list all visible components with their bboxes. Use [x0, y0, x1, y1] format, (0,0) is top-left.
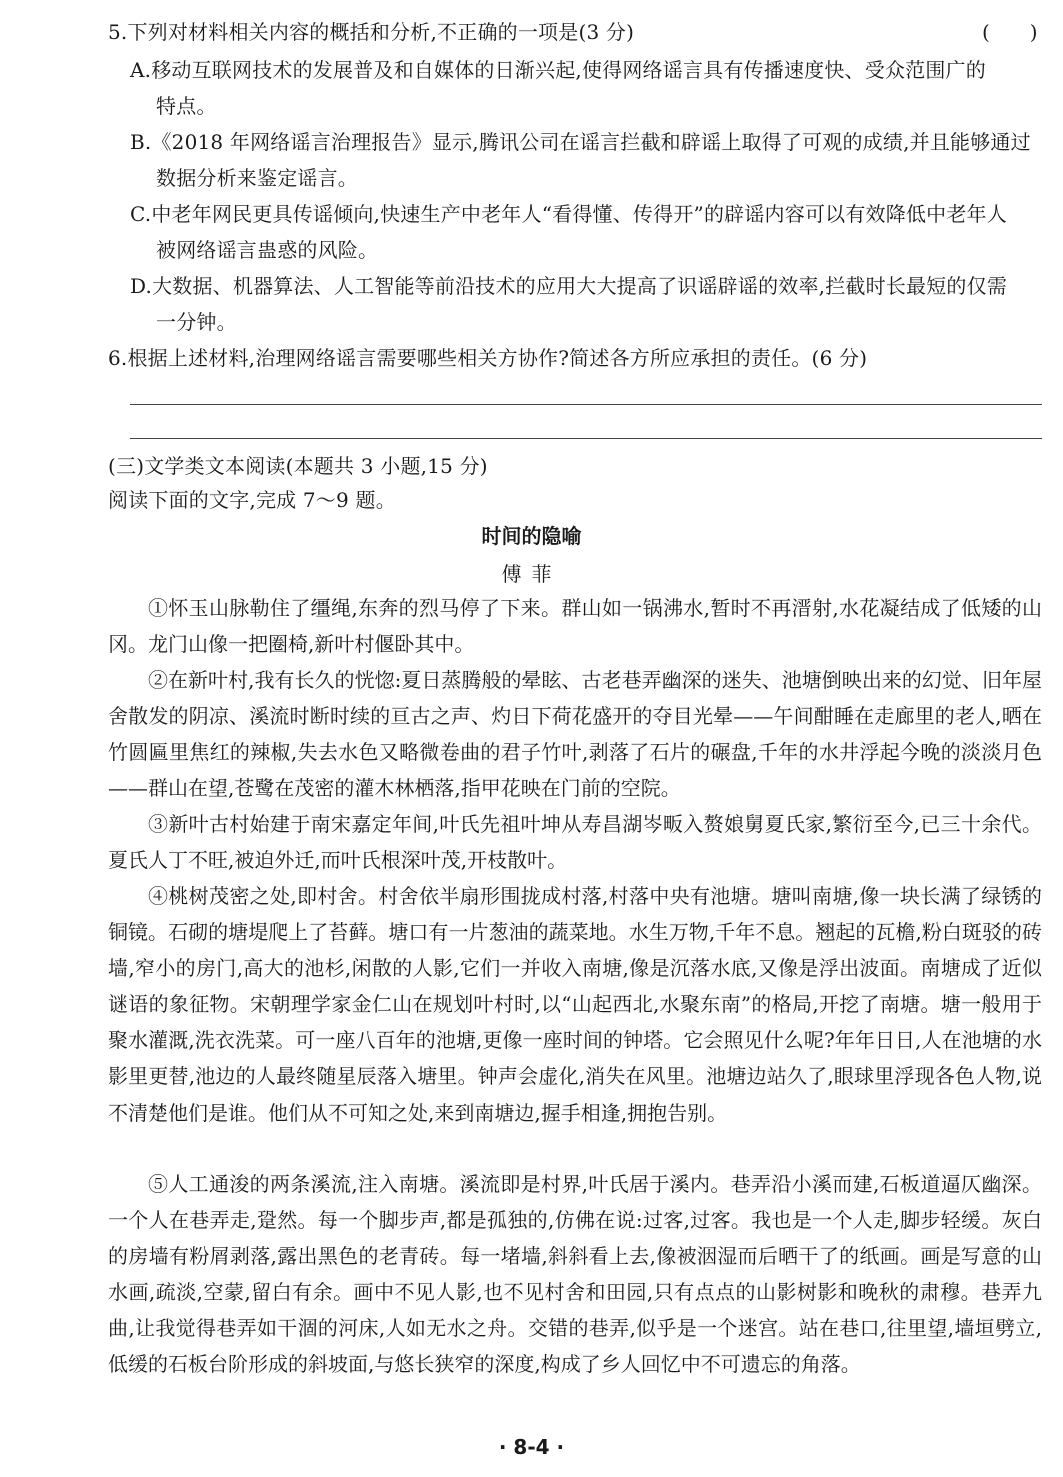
paragraph-4: ④桃树茂密之处,即村舍。村舍依半扇形围拢成村落,村落中央有池塘。塘叫南塘,像一块长满了绿锈的铜镜。石砌的塘堤爬上了苔藓。塘口有一片葱油的蔬菜地。水生万物,千年不息。翘起的瓦檐,粉白斑驳的砖墙,窄小的房门,高大的池杉,闲散的人影,它们一并收入南塘,像是沉落水底,又像是浮出波面。南塘成了近似谜语的象征物。宋朝理学家金仁山在规划叶村时,以“山起西北,水聚东南”的格局,开挖了南塘。塘一般用于聚水灌溉,洗衣洗菜。可一座八百年的池塘,更像一座时间的钟塔。它会照见什么呢?年年日日,人在池塘的水影里更替,池边的人最终随星辰落入塘里。钟声会虚化,消失在风里。池塘边站久了,眼球里浮现各色人物,说不清楚他们是谁。他们从不可知之处,来到南塘边,握手相逢,拥抱告别。 [108, 884, 1042, 1125]
section-instruction: 阅读下面的文字,完成 7～9 题。 [108, 488, 396, 512]
option-c-cont: 被网络谣言蛊惑的风险。 [156, 238, 379, 262]
option-d-cont: 一分钟。 [156, 310, 237, 334]
option-d: D.大数据、机器算法、人工智能等前沿技术的应用大大提高了识谣辟谣的效率,拦截时长最短的仅需 [130, 274, 1008, 298]
answer-parentheses: ( ) [982, 20, 1038, 44]
question-6-stem: 6.根据上述材料,治理网络谣言需要哪些相关方协作?简述各方所应承担的责任。(6 分) [108, 346, 868, 370]
paragraph-5: ⑤人工通浚的两条溪流,注入南塘。溪流即是村界,叶氏居于溪内。巷弄沿小溪而建,石板道逼仄幽深。一个人在巷弄走,跫然。每一个脚步声,都是孤独的,仿佛在说:过客,过客。我也是一个人走,脚步轻缓。灰白的房墙有粉屑剥落,露出黑色的老青砖。每一堵墙,斜斜看上去,像被洇湿而后晒干了的纸画。画是写意的山水画,疏淡,空蒙,留白有余。画中不见人影,也不见村舍和田园,只有点点的山影树影和晚秋的肃穆。巷弄九曲,让我觉得巷弄如干涸的河床,人如无水之舟。交错的巷弄,似乎是一个迷宫。站在巷口,往里望,墙垣劈立,低缓的石板台阶形成的斜坡面,与悠长狭窄的深度,构成了乡人回忆中不可遗忘的角落。 [108, 1172, 1042, 1377]
section-heading: (三)文学类文本阅读(本题共 3 小题,15 分) [108, 454, 488, 478]
paragraph-2: ②在新叶村,我有长久的恍惚:夏日蒸腾般的晕眩、古老巷弄幽深的迷失、池塘倒映出来的幻觉、旧年屋舍散发的阴凉、溪流时断时续的亘古之声、灼日下荷花盛开的夺目光晕——午间酣睡在走廊里的老人,晒在竹圆匾里焦红的辣椒,失去水色又略微卷曲的君子竹叶,剥落了石片的碾盘,千年的水井浮起今晚的淡淡月色——群山在望,苍鹭在茂密的灌木林栖落,指甲花映在门前的空院。 [108, 668, 1042, 801]
option-c: C.中老年网民更具传谣倾向,快速生产中老年人“看得懂、传得开”的辟谣内容可以有效降低中老年人 [130, 202, 1007, 226]
article-author: 傅菲 [501, 562, 562, 586]
option-a-cont: 特点。 [156, 94, 217, 118]
question-5-stem: 5.下列对材料相关内容的概括和分析,不正确的一项是(3 分) [108, 20, 635, 44]
option-a: A.移动互联网技术的发展普及和自媒体的日渐兴起,使得网络谣言具有传播速度快、受众范围广的 [130, 58, 986, 82]
paragraph-3: ③新叶古村始建于南宋嘉定年间,叶氏先祖叶坤从寿昌湖岑畈入赘娘舅夏氏家,繁衍至今,已三十余代。夏氏人丁不旺,被迫外迁,而叶氏根深叶茂,开枝散叶。 [108, 812, 1042, 873]
article-title: 时间的隐喻 [481, 524, 582, 548]
paragraph-1: ①怀玉山脉勒住了缰绳,东奔的烈马停了下来。群山如一锅沸水,暂时不再溍射,水花凝结成了低矮的山冈。龙门山像一把圈椅,新叶村偃卧其中。 [108, 596, 1042, 657]
option-b: B.《2018 年网络谣言治理报告》显示,腾讯公司在谣言拦截和辟谣上取得了可观的成绩,并且能够通过 [130, 130, 1031, 154]
answer-line-1[interactable] [130, 404, 1042, 405]
answer-line-2[interactable] [130, 438, 1042, 439]
page-number: · 8-4 · [498, 1435, 565, 1459]
option-b-cont: 数据分析来鉴定谣言。 [156, 166, 358, 190]
